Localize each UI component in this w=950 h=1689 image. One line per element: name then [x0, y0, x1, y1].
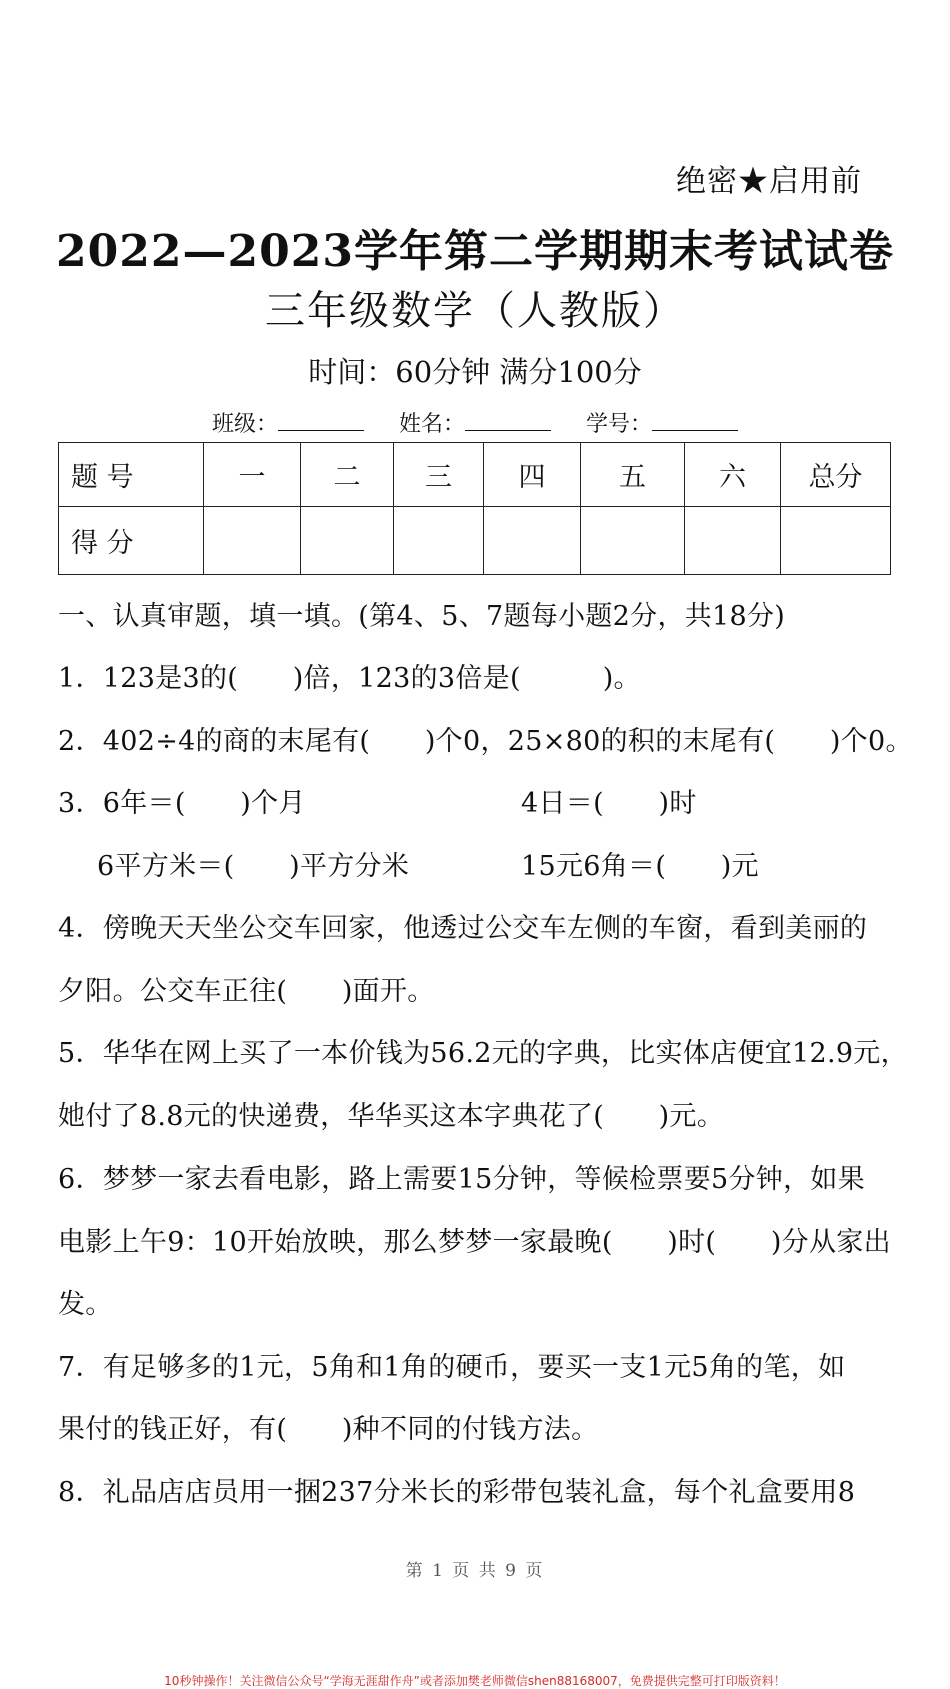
confidential-label: 绝密★启用前: [676, 164, 862, 199]
score-cell[interactable]: [301, 507, 394, 575]
column-header: 四: [484, 443, 581, 507]
score-cell-total[interactable]: [781, 507, 891, 575]
score-cell[interactable]: [581, 507, 685, 575]
question-line: 4日＝( )时: [521, 788, 697, 819]
exam-title: 2022—2023学年第二学期期末考试试卷: [56, 226, 894, 277]
question-line: 夕阳。公交车正往( )面开。: [58, 976, 435, 1007]
promo-banner: 10秒钟操作！关注微信公众号“学海无涯甜作舟”或者添加樊老师微信shen88168007，免费提供完整可打印版资料！: [164, 1674, 786, 1688]
id-field[interactable]: [586, 412, 738, 437]
score-cell[interactable]: [204, 507, 301, 575]
id-blank[interactable]: [652, 412, 738, 431]
column-header: 六: [685, 443, 781, 507]
score-row: [59, 507, 891, 575]
score-cell[interactable]: [484, 507, 581, 575]
column-header: 一: [204, 443, 301, 507]
question-line: 电影上午9：10开始放映，那么梦梦一家最晚( )时( )分从家出: [58, 1227, 891, 1258]
exam-time-score: 时间：60分钟 满分100分: [308, 355, 642, 389]
score-cell[interactable]: [685, 507, 781, 575]
class-blank[interactable]: [278, 412, 364, 431]
score-header: 得 分: [59, 507, 204, 575]
column-header-total: 总分: [781, 443, 891, 507]
question-line: 1．123是3的( )倍，123的3倍是( )。: [58, 663, 641, 694]
question-line: 5．华华在网上买了一本价钱为56.2元的字典，比实体店便宜12.9元，: [58, 1038, 908, 1069]
column-header: 二: [301, 443, 394, 507]
question-line: 果付的钱正好，有( )种不同的付钱方法。: [58, 1414, 599, 1445]
question-line: 她付了8.8元的快递费，华华买这本字典花了( )元。: [58, 1101, 725, 1132]
question-line: 4．傍晚天天坐公交车回家，他透过公交车左侧的车窗，看到美丽的: [58, 913, 868, 944]
class-label: 班级：: [212, 412, 279, 437]
name-field[interactable]: [399, 412, 551, 437]
question-line: 2．402÷4的商的末尾有( )个0，25×80的积的末尾有( )个0。: [58, 726, 913, 757]
exam-subtitle: 三年级数学（人教版）: [265, 288, 685, 334]
question-line: 7．有足够多的1元，5角和1角的硬币，要买一支1元5角的笔，如: [58, 1352, 846, 1383]
question-line: 发。: [58, 1289, 113, 1320]
question-line: 3．6年＝( )个月: [58, 788, 306, 819]
id-label: 学号：: [586, 412, 653, 437]
column-header: 三: [394, 443, 484, 507]
column-header: 五: [581, 443, 685, 507]
question-number-row: [59, 443, 891, 507]
name-label: 姓名：: [399, 412, 466, 437]
class-field[interactable]: [212, 412, 364, 437]
page-number: 第 1 页 共 9 页: [405, 1561, 545, 1581]
question-line: 15元6角＝( )元: [521, 851, 759, 882]
name-blank[interactable]: [465, 412, 551, 431]
question-number-header: 题 号: [59, 443, 204, 507]
question-line: 8．礼品店店员用一捆237分米长的彩带包装礼盒，每个礼盒要用8: [58, 1477, 856, 1508]
score-table: [58, 442, 891, 575]
question-line: 6．梦梦一家去看电影，路上需要15分钟，等候检票要5分钟，如果: [58, 1164, 866, 1195]
student-info: [212, 407, 766, 438]
question-line: 6平方米＝( )平方分米: [97, 851, 410, 882]
score-cell[interactable]: [394, 507, 484, 575]
section-heading: 一、认真审题，填一填。(第4、5、7题每小题2分，共18分): [58, 601, 786, 632]
